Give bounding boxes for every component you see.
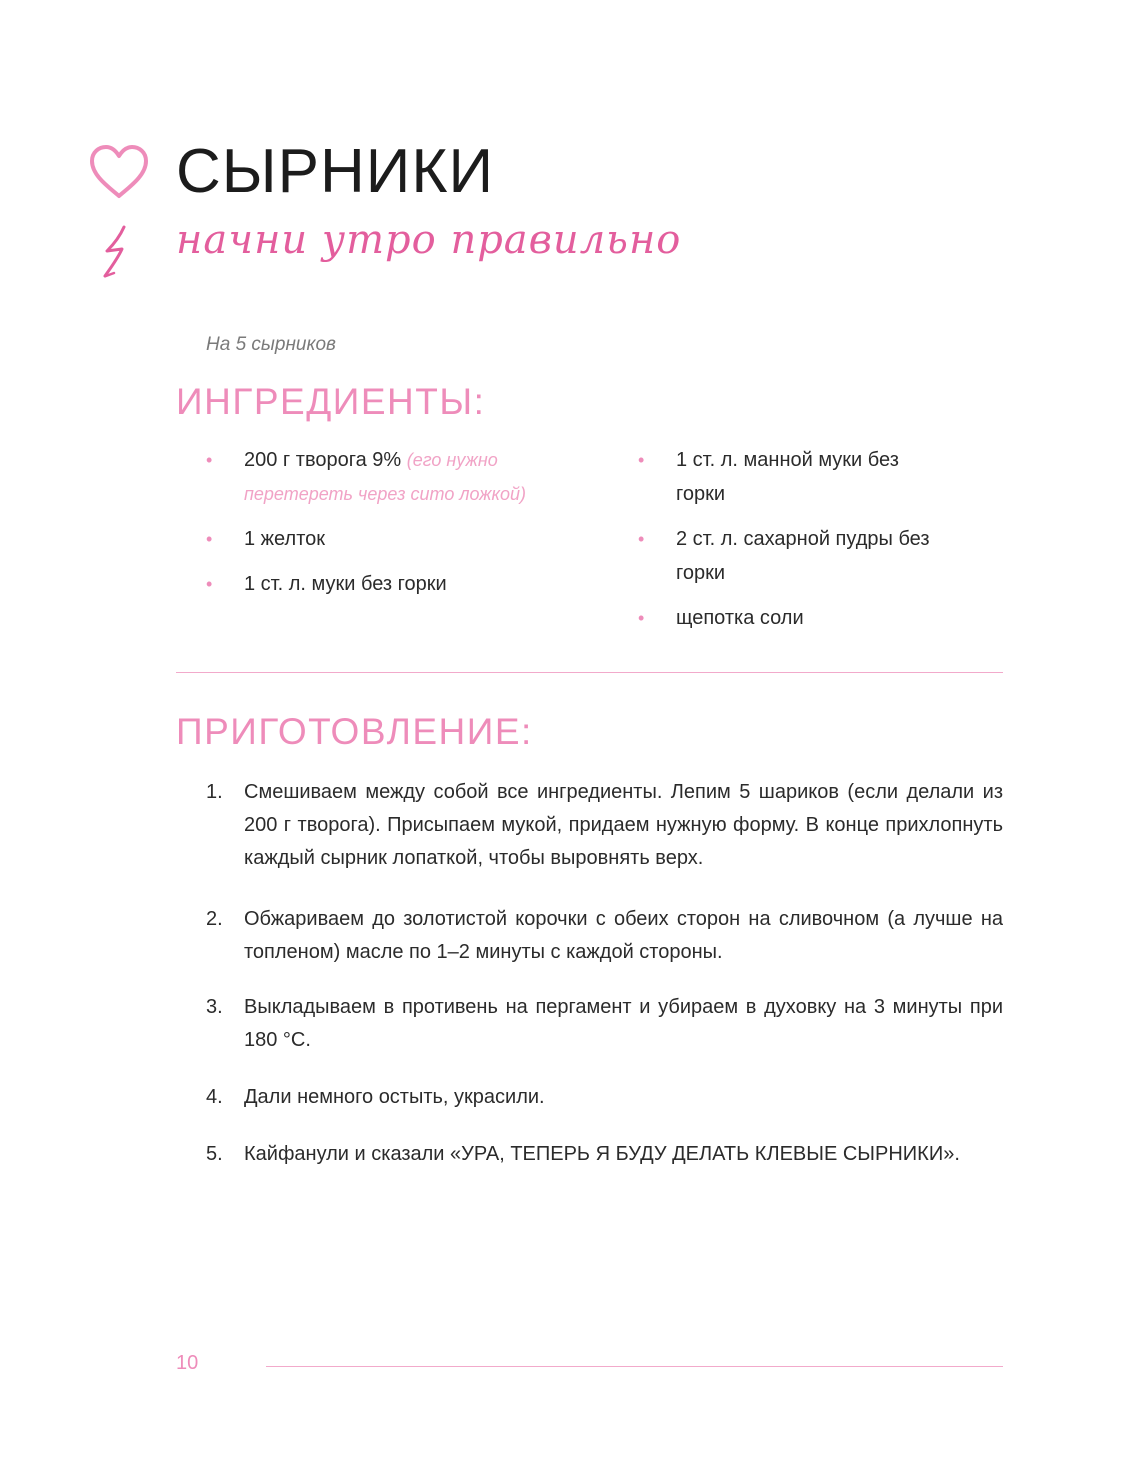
step-text: Дали немного остыть, украсили. xyxy=(244,1086,545,1108)
cooking-step xyxy=(206,776,1003,875)
step-number: 3. xyxy=(206,996,223,1018)
ingredient-text: 1 ст. л. муки без горки xyxy=(244,573,447,595)
ingredient-item xyxy=(206,567,576,601)
ingredient-item xyxy=(638,443,916,511)
page-subtitle: начни утро правильно xyxy=(176,217,682,263)
step-number: 1. xyxy=(206,781,223,803)
step-number: 5. xyxy=(206,1143,223,1165)
ingredient-item xyxy=(206,522,576,556)
ingredient-note: (его нужно перетереть через сито ложкой) xyxy=(244,450,527,504)
ingredient-text: 2 ст. л. сахарной пудры без горки xyxy=(676,528,930,584)
cooking-step xyxy=(206,1081,1003,1114)
bullet-icon: • xyxy=(638,529,645,549)
bullet-icon: • xyxy=(206,450,213,470)
bullet-icon: • xyxy=(638,608,645,628)
footer-divider xyxy=(266,1366,1003,1367)
ingredient-item xyxy=(638,522,976,590)
ingredient-item xyxy=(638,601,1008,635)
cooking-step xyxy=(206,1138,1003,1171)
ingredient-text: 200 г творога 9% xyxy=(244,449,402,471)
ingredients-left-column xyxy=(206,443,576,612)
heart-icon xyxy=(86,142,152,202)
bullet-icon: • xyxy=(206,574,213,594)
step-number: 2. xyxy=(206,908,223,930)
step-text: Выкладываем в противень на пергамент и убираем в духовку на 3 минуты при 180 °С. xyxy=(244,996,1003,1051)
cooking-heading: ПРИГОТОВЛЕНИЕ: xyxy=(176,711,533,752)
bullet-icon: • xyxy=(206,529,213,549)
ingredients-right-column xyxy=(638,443,1008,646)
ingredient-text: 1 желток xyxy=(244,528,325,550)
page-title: СЫРНИКИ xyxy=(176,137,495,206)
step-text: Смешиваем между собой все ингредиенты. Лепим 5 шариков (если делали из 200 г творога). Присыпаем мукой, придаем нужную форму. В конце прихлопнуть каждый сырник лопаткой, чтобы выровнять верх. xyxy=(244,781,1003,869)
bullet-icon: • xyxy=(638,450,645,470)
ingredient-text: щепотка соли xyxy=(676,607,804,629)
cooking-step xyxy=(206,903,1003,969)
page-number: 10 xyxy=(176,1352,199,1374)
servings-note: На 5 сырников xyxy=(206,334,336,355)
step-number: 4. xyxy=(206,1086,223,1108)
lightning-bolt-icon xyxy=(100,224,136,280)
ingredient-text: 1 ст. л. манной муки без горки xyxy=(676,449,899,505)
ingredient-item xyxy=(206,443,576,511)
ingredients-heading: ИНГРЕДИЕНТЫ: xyxy=(176,381,486,422)
step-text: Обжариваем до золотистой корочки с обеих сторон на сливочном (а лучше на топленом) масле по 1–2 минуты с каждой стороны. xyxy=(244,908,1003,963)
step-text: Кайфанули и сказали «УРА, ТЕПЕРЬ Я БУДУ ДЕЛАТЬ КЛЕВЫЕ СЫРНИКИ». xyxy=(244,1143,960,1165)
cooking-steps-list xyxy=(206,776,1003,1171)
section-divider xyxy=(176,672,1003,673)
cooking-step xyxy=(206,991,1003,1057)
